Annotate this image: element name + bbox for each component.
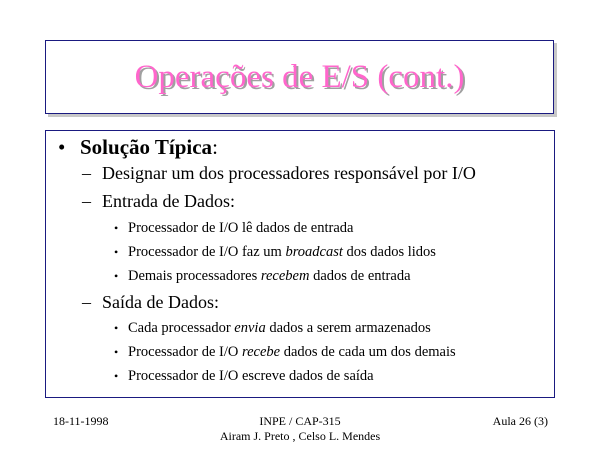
detail-text: Processador de I/O lê dados de entrada bbox=[128, 220, 354, 236]
small-bullet-icon: • bbox=[114, 269, 119, 283]
detail-item bbox=[114, 344, 456, 361]
sub-item-text: Entrada de Dados: bbox=[102, 191, 235, 211]
small-bullet-icon: • bbox=[114, 345, 119, 359]
small-bullet-icon: • bbox=[114, 245, 119, 259]
bullet-dot-icon: • bbox=[58, 135, 66, 159]
small-bullet-icon: • bbox=[114, 221, 119, 235]
dash-bullet-icon: – bbox=[82, 163, 91, 183]
sub-item-text: Saída de Dados: bbox=[102, 292, 219, 312]
sub-item-entrada bbox=[82, 191, 235, 212]
detail-emphasis: envia bbox=[234, 320, 266, 336]
title-box bbox=[45, 40, 554, 114]
detail-text-rest: dados a serem armazenados bbox=[265, 320, 431, 336]
detail-emphasis: broadcast bbox=[285, 244, 343, 260]
footer-page: Aula 26 (3) bbox=[492, 414, 548, 428]
detail-item bbox=[114, 320, 431, 337]
footer-date: 18-11-1998 bbox=[53, 414, 109, 428]
detail-text: Processador de I/O escreve dados de saída bbox=[128, 368, 374, 384]
footer-authors: Airam J. Preto , Celso L. Mendes bbox=[219, 429, 381, 443]
detail-text: Processador de I/O faz um bbox=[128, 244, 286, 260]
heading-suffix: : bbox=[212, 135, 218, 159]
sub-item-text: Designar um dos processadores responsável por I/O bbox=[102, 163, 476, 183]
detail-emphasis: recebe bbox=[241, 344, 281, 360]
footer-course: INPE / CAP-315 bbox=[259, 414, 341, 428]
content-box bbox=[45, 130, 555, 398]
detail-item bbox=[114, 268, 411, 285]
heading-label: Solução Típica bbox=[80, 135, 213, 159]
detail-text-rest: dados de cada um dos demais bbox=[280, 344, 456, 360]
small-bullet-icon: • bbox=[114, 369, 119, 383]
small-bullet-icon: • bbox=[114, 321, 119, 335]
detail-text-rest: dados de entrada bbox=[309, 268, 411, 284]
dash-bullet-icon: – bbox=[82, 292, 91, 312]
detail-text: Cada processador bbox=[128, 320, 235, 336]
detail-item bbox=[114, 220, 353, 237]
detail-item bbox=[114, 244, 436, 261]
dash-bullet-icon: – bbox=[82, 191, 91, 211]
detail-text-rest: dos dados lidos bbox=[342, 244, 436, 260]
sub-item-saida bbox=[82, 292, 219, 313]
detail-text: Demais processadores bbox=[128, 268, 261, 284]
detail-emphasis: recebem bbox=[260, 268, 310, 284]
bullet-item-heading bbox=[58, 135, 218, 160]
sub-item-designar bbox=[82, 163, 476, 184]
slide-title: Operações de E/S (cont.) bbox=[134, 58, 465, 95]
detail-item bbox=[114, 368, 374, 385]
detail-text: Processador de I/O bbox=[128, 344, 242, 360]
